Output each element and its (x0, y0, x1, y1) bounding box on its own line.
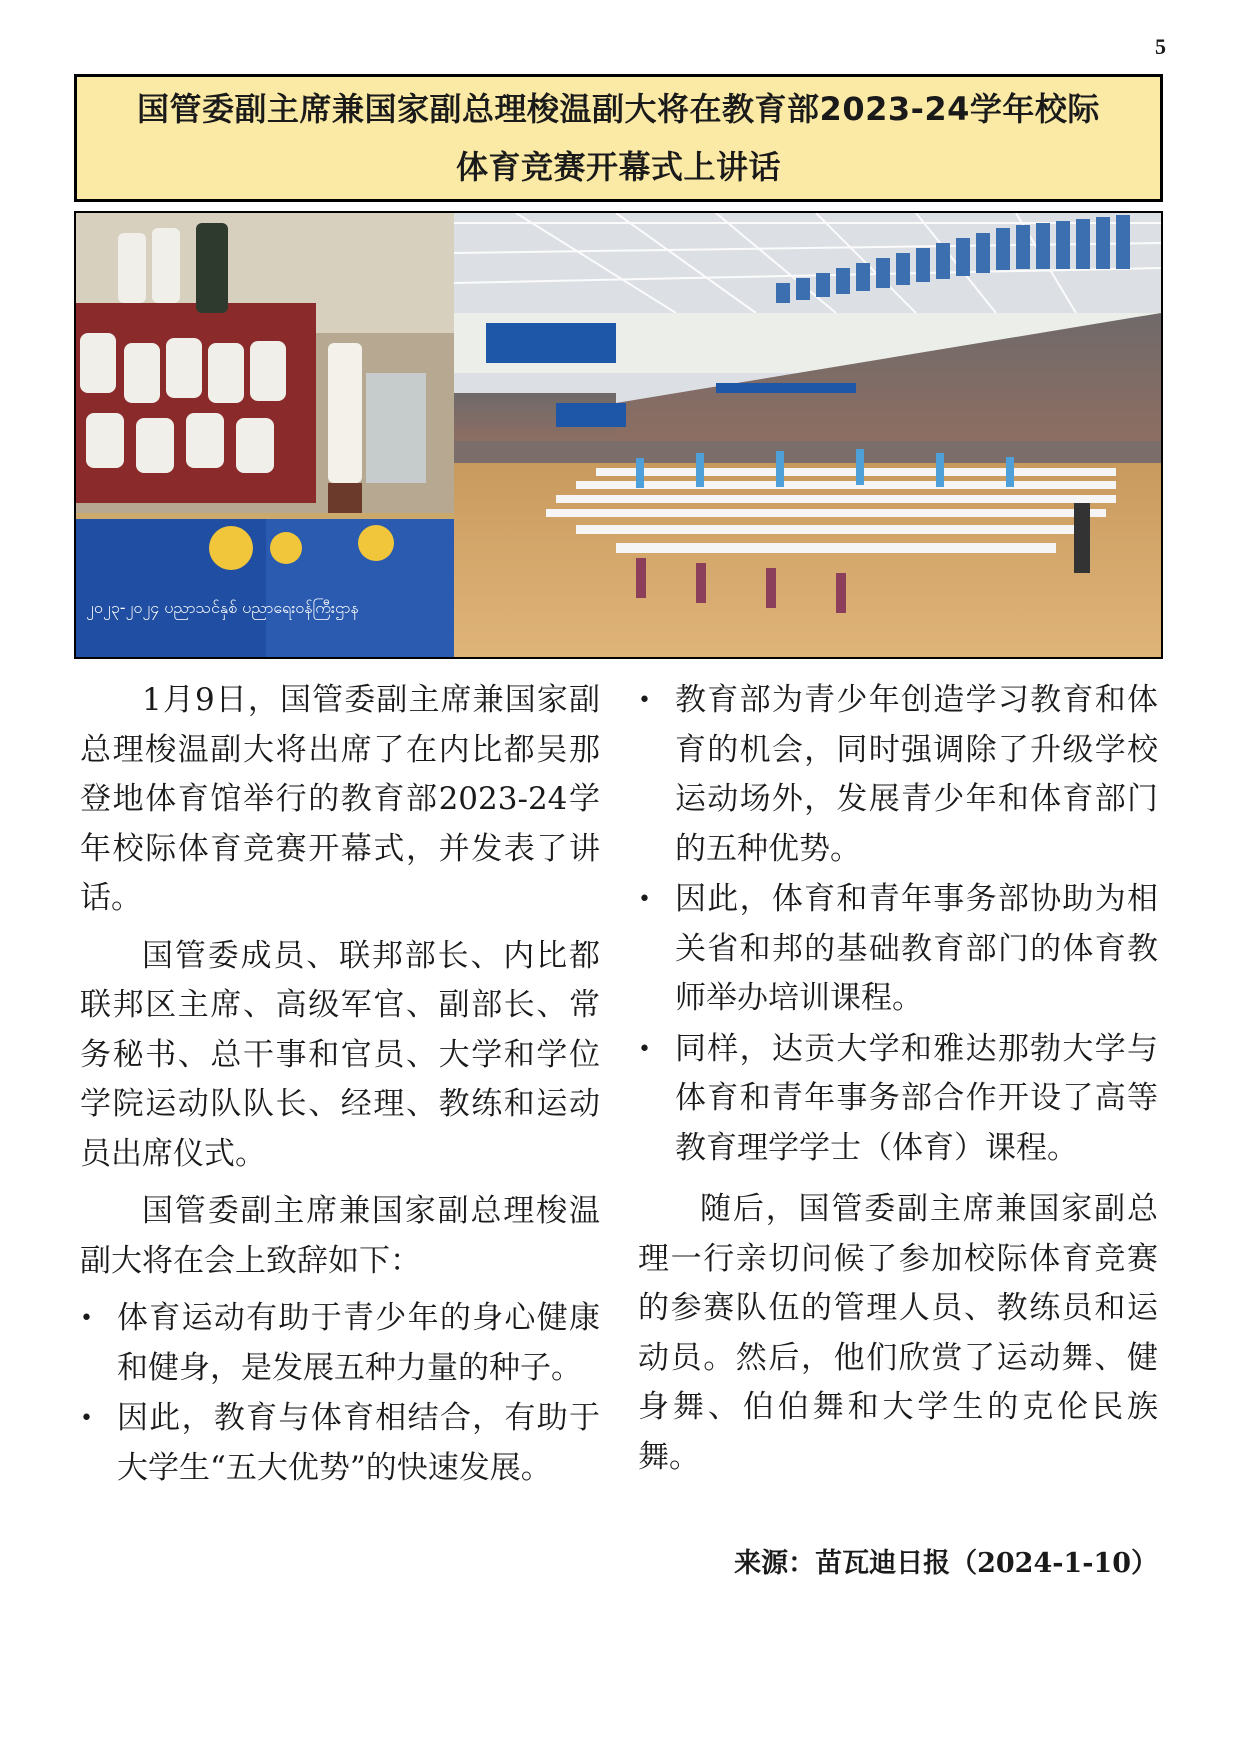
list-item: • 因此，体育和青年事务部协助为相关省和邦的基础教育部门的体育教师举办培训课程。 (638, 875, 1158, 1024)
banner-text: ၂၀၂၃-၂၀၂၄ ပညာသင်နှစ် ပညာရေးဝန်ကြီးဌာန (86, 598, 359, 617)
page-number: 5 (1155, 34, 1166, 59)
paragraph: 国管委副主席兼国家副总理梭温副大将在会上致辞如下： (80, 1193, 600, 1279)
speaker-photo (76, 213, 454, 657)
paragraph: 随后，国管委副主席兼国家副总理一行亲切问候了参加校际体育竞赛的参赛队伍的管理人员、教练员和运动员。然后，他们欣赏了运动舞、健身舞、伯伯舞和大学生的克伦民族舞。 (638, 1191, 1158, 1475)
list-item: • 因此，教育与体育相结合，有助于大学生“五大优势”的快速发展。 (80, 1394, 600, 1493)
list-item: • 同样，达贡大学和雅达那勃大学与体育和青年事务部合作开设了高等教育理学学士（体育）课程。 (638, 1025, 1158, 1174)
headline-box (74, 74, 1163, 202)
bullet-list (80, 1294, 600, 1493)
bullet-list (638, 676, 1158, 1173)
stadium-photo (454, 213, 1161, 657)
paragraph: 国管委成员、联邦部长、内比都联邦区主席、高级军官、副部长、常务秘书、总干事和官员、大学和学位学院运动队队长、经理、教练和运动员出席仪式。 (80, 937, 600, 1172)
headline-line-2: 体育竞赛开幕式上讲话 (455, 148, 781, 186)
source-credit: 来源：苗瓦迪日报（2024-1-10） (734, 1548, 1158, 1579)
paragraph: 1月9日，国管委副主席兼国家副总理梭温副大将出席了在内比都吴那登地体育馆举行的教育部2023-24学年校际体育竞赛开幕式，并发表了讲话。 (80, 682, 600, 916)
headline-line-1: 国管委副主席兼国家副总理梭温副大将在教育部2023-24学年校际 (137, 90, 1100, 128)
list-item: • 体育运动有助于青少年的身心健康和健身，是发展五种力量的种子。 (80, 1294, 600, 1393)
right-column (638, 676, 1158, 1490)
event-photo (74, 211, 1163, 659)
left-column (80, 676, 600, 1505)
list-item: • 教育部为青少年创造学习教育和体育的机会，同时强调除了升级学校运动场外，发展青少年和体育部门的五种优势。 (638, 676, 1158, 874)
